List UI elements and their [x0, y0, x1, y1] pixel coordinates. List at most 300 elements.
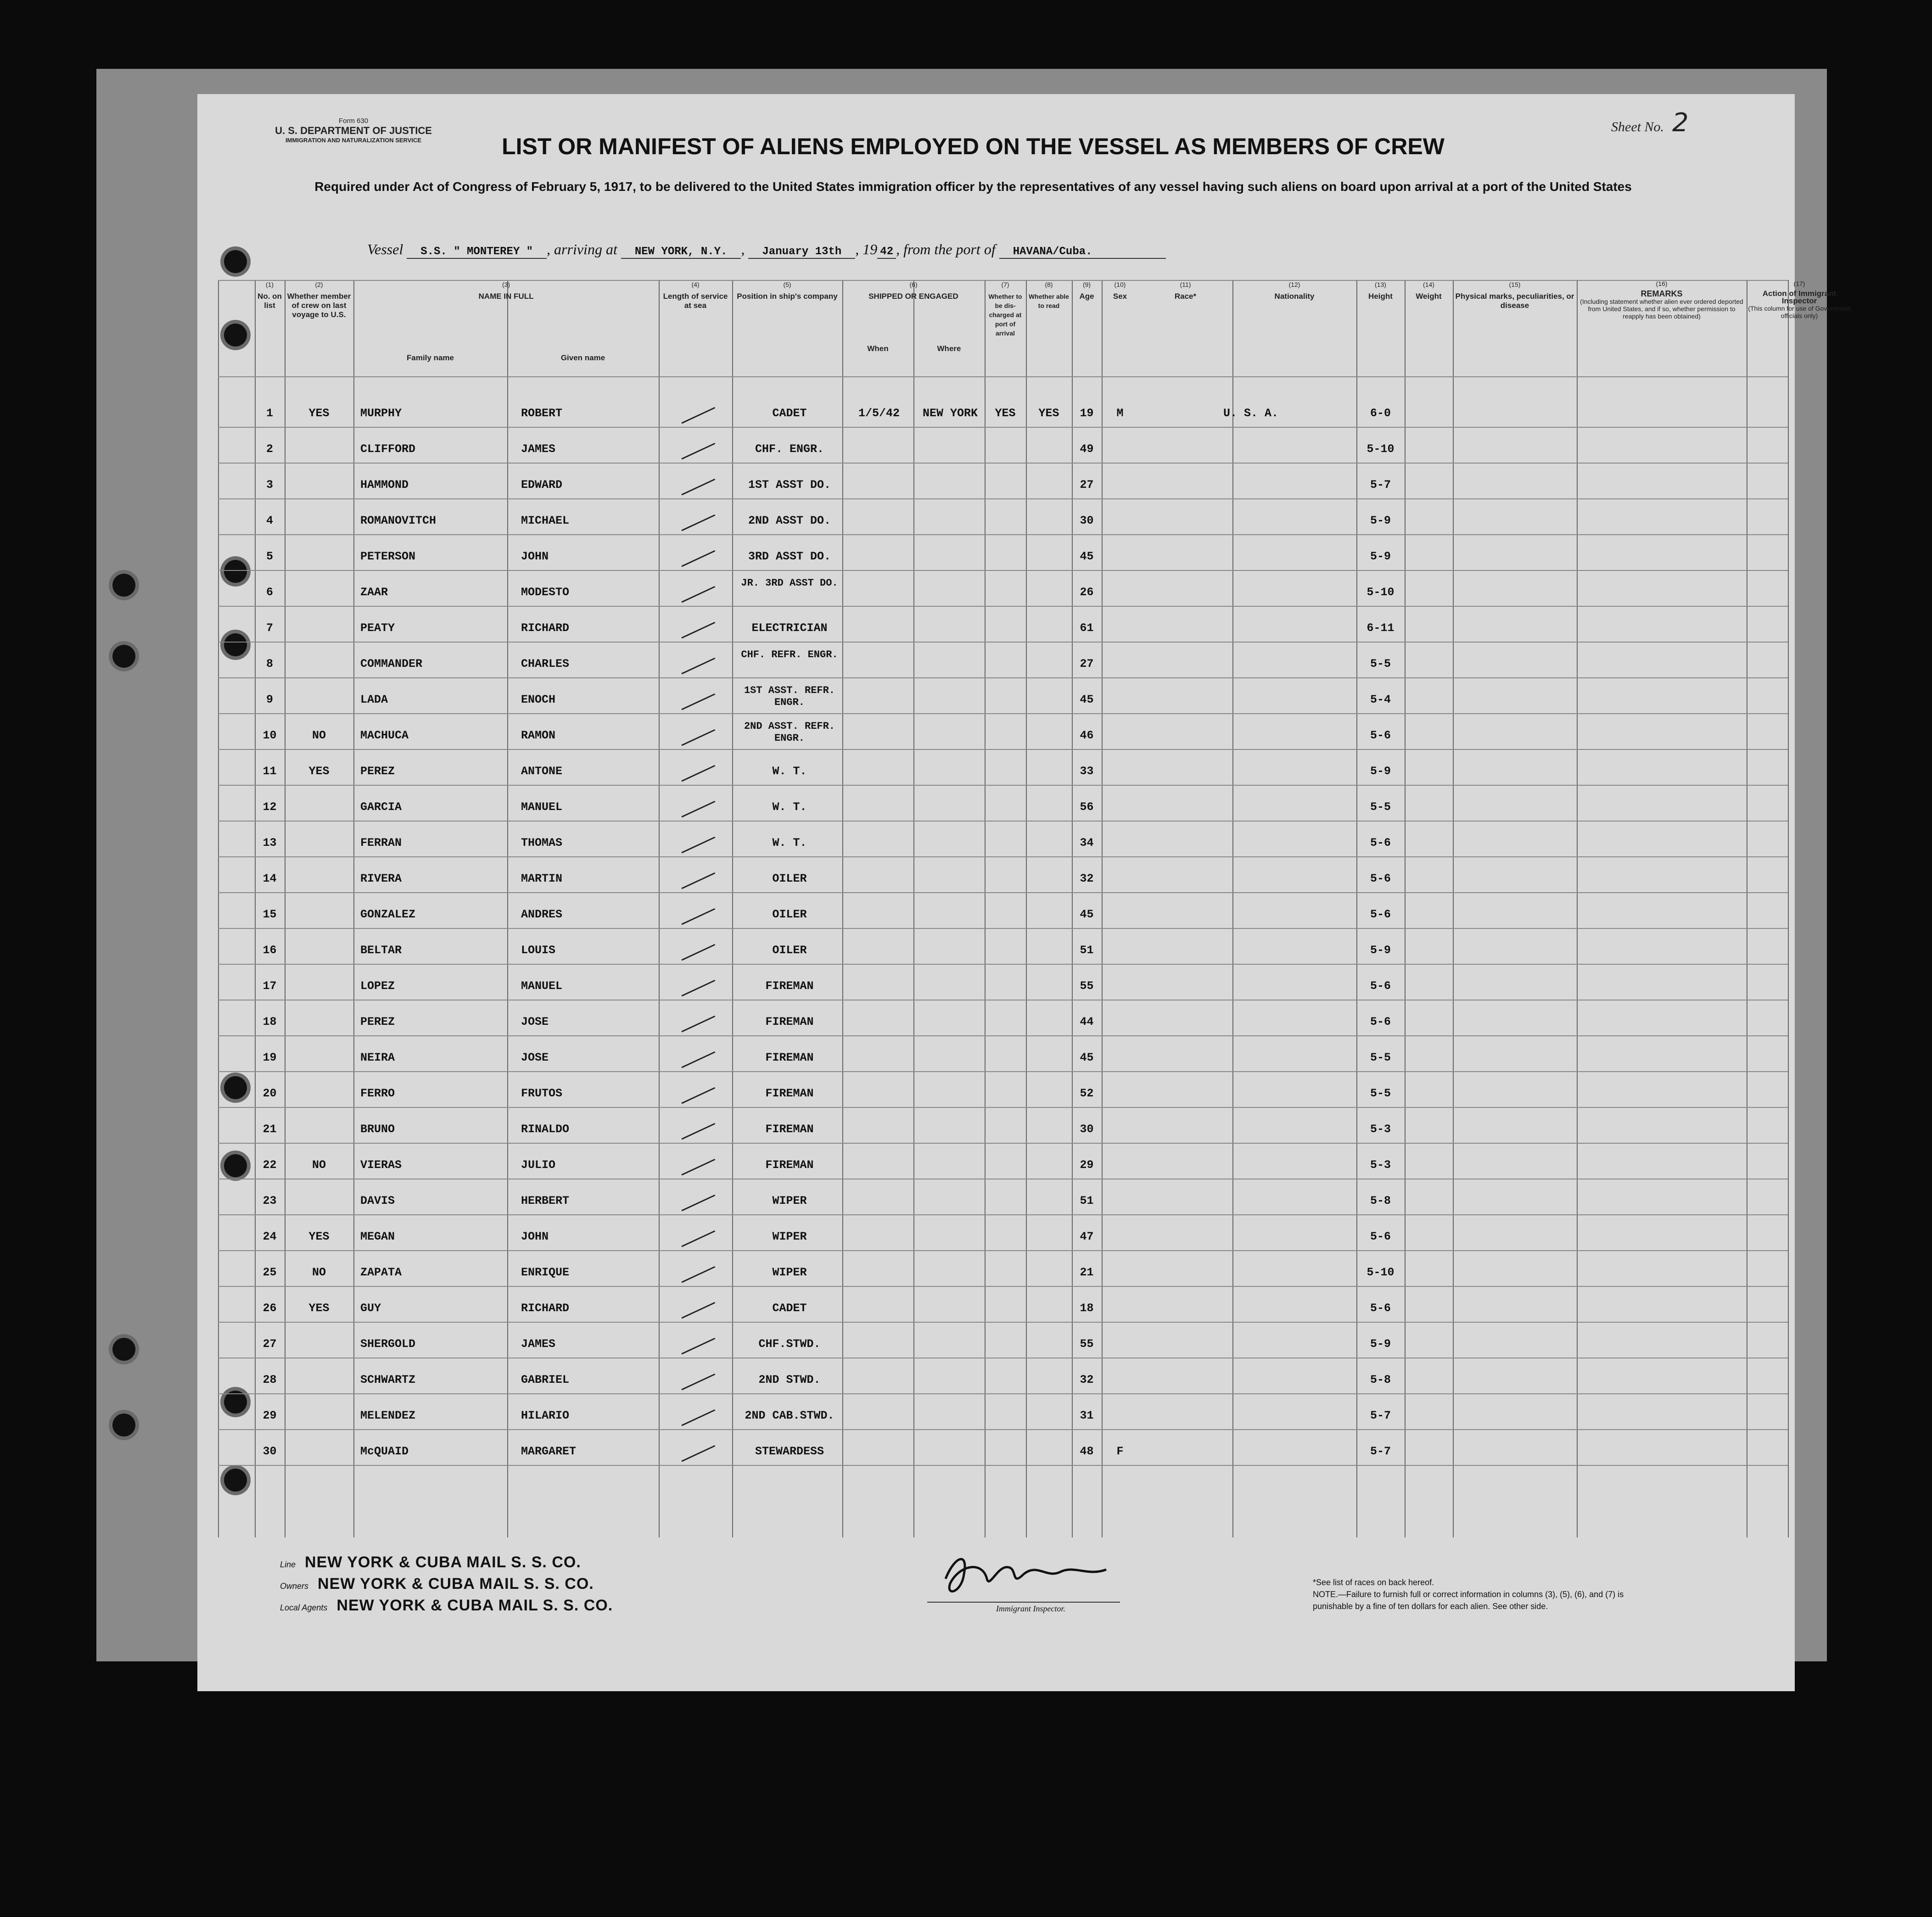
table-row — [218, 1325, 1788, 1361]
table-row — [218, 824, 1788, 860]
cell-given: HERBERT — [521, 1194, 570, 1207]
service-tick-mark — [676, 681, 715, 710]
binder-hole — [112, 645, 135, 668]
cell-age: 27 — [1080, 657, 1094, 671]
cell-given: MARTIN — [521, 872, 563, 885]
cell-age: 61 — [1080, 621, 1094, 635]
cell-family: PEREZ — [360, 1015, 395, 1028]
table-row — [218, 896, 1788, 932]
cell-age: 56 — [1080, 800, 1094, 814]
cell-given: ANTONE — [521, 765, 563, 778]
cell-position: W. T. — [772, 800, 807, 814]
cell-family: GARCIA — [360, 800, 402, 814]
table-row — [218, 645, 1788, 681]
footer-company-info — [280, 1554, 613, 1618]
cell-height: 5-9 — [1370, 514, 1391, 527]
header-no: (1) No. on list — [258, 281, 282, 310]
service-tick-mark — [676, 466, 715, 496]
service-tick-mark — [676, 1397, 715, 1426]
table-row — [218, 574, 1788, 609]
cell-given: CHARLES — [521, 657, 570, 671]
cell-position: W. T. — [772, 836, 807, 850]
cell-position: FIREMAN — [765, 979, 814, 993]
cell-height: 5-7 — [1370, 1445, 1391, 1458]
table-row — [218, 1146, 1788, 1182]
header-service-length: (4) Length of service at sea — [663, 281, 728, 310]
cell-position: WIPER — [772, 1194, 807, 1207]
header-height: (13) Height — [1368, 281, 1393, 301]
service-tick-mark — [676, 574, 715, 603]
departure-port: HAVANA/Cuba. — [999, 246, 1166, 259]
cell-voyage: YES — [308, 1230, 330, 1243]
header-discharged: (7) Whether to be dis-charged at port of arrival — [988, 281, 1022, 337]
table-row — [218, 788, 1788, 824]
binder-hole — [112, 1338, 135, 1361]
cell-no: 28 — [263, 1373, 277, 1386]
cell-no: 27 — [263, 1337, 277, 1351]
from-label: from the port of — [903, 241, 996, 257]
cell-position: WIPER — [772, 1266, 807, 1279]
table-row — [218, 717, 1788, 753]
cell-position: CHF.STWD. — [758, 1337, 821, 1351]
cell-position: 2ND ASST DO. — [748, 514, 831, 527]
cell-given: ROBERT — [521, 407, 563, 420]
cell-no: 14 — [263, 872, 277, 885]
sheet-value: 2 — [1672, 108, 1689, 138]
cell-no: 3 — [266, 478, 273, 492]
header-position: (5) Position in ship's company — [737, 281, 838, 301]
cell-voyage: NO — [312, 729, 326, 742]
cell-given: MANUEL — [521, 800, 563, 814]
cell-given: JOHN — [521, 550, 549, 563]
cell-age: 19 — [1080, 407, 1094, 420]
cell-voyage: NO — [312, 1158, 326, 1172]
cell-given: MARGARET — [521, 1445, 577, 1458]
inspector-signature — [927, 1547, 1120, 1603]
cell-no: 22 — [263, 1158, 277, 1172]
cell-family: SHERGOLD — [360, 1337, 416, 1351]
cell-given: THOMAS — [521, 836, 563, 850]
cell-age: 49 — [1080, 442, 1094, 456]
cell-given: RICHARD — [521, 1302, 570, 1315]
cell-family: COMMANDER — [360, 657, 423, 671]
cell-height: 5-3 — [1370, 1123, 1391, 1136]
cell-sex: F — [1116, 1445, 1124, 1458]
cell-family: LADA — [360, 693, 388, 706]
cell-given: MICHAEL — [521, 514, 570, 527]
cell-no: 5 — [266, 550, 273, 563]
cell-height: 5-6 — [1370, 729, 1391, 742]
cell-voyage: YES — [308, 765, 330, 778]
page-title: LIST OR MANIFEST OF ALIENS EMPLOYED ON THE VESSEL AS MEMBERS OF CREW — [502, 134, 1445, 159]
agents-value: NEW YORK & CUBA MAIL S. S. CO. — [336, 1597, 613, 1614]
cell-height: 5-6 — [1370, 1015, 1391, 1028]
cell-position: OILER — [772, 944, 807, 957]
table-row — [218, 1433, 1788, 1469]
cell-no: 8 — [266, 657, 273, 671]
cell-age: 30 — [1080, 514, 1094, 527]
cell-no: 7 — [266, 621, 273, 635]
cell-where: NEW YORK — [922, 407, 978, 420]
cell-given: FRUTOS — [521, 1087, 563, 1100]
table-row — [218, 395, 1788, 430]
cell-age: 26 — [1080, 586, 1094, 599]
header-when: When — [867, 344, 889, 353]
cell-no: 15 — [263, 908, 277, 921]
cell-given: JOHN — [521, 1230, 549, 1243]
table-row — [218, 681, 1788, 717]
cell-no: 6 — [266, 586, 273, 599]
sheet-label: Sheet No. — [1611, 119, 1664, 134]
cell-given: JULIO — [521, 1158, 556, 1172]
cell-no: 10 — [263, 729, 277, 742]
cell-no: 19 — [263, 1051, 277, 1064]
cell-family: SCHWARTZ — [360, 1373, 416, 1386]
service-tick-mark — [676, 896, 715, 925]
service-tick-mark — [676, 502, 715, 531]
service-tick-mark — [676, 1218, 715, 1247]
form-number: Form 630 — [338, 117, 369, 125]
cell-given: RAMON — [521, 729, 556, 742]
cell-height: 5-9 — [1370, 765, 1391, 778]
cell-age: 55 — [1080, 1337, 1094, 1351]
cell-no: 4 — [266, 514, 273, 527]
cell-height: 5-6 — [1370, 979, 1391, 993]
requirement-text: Required under Act of Congress of February 5, 1917, to be delivered to the United States immigration officer by the representatives of any vessel having such aliens on board upon arrival at a port of the United States — [314, 179, 1632, 194]
cell-no: 29 — [263, 1409, 277, 1422]
cell-height: 5-7 — [1370, 1409, 1391, 1422]
table-row — [218, 502, 1788, 538]
service-tick-mark — [676, 1361, 715, 1391]
cell-no: 25 — [263, 1266, 277, 1279]
cell-when: 1/5/42 — [858, 407, 900, 420]
races-note: *See list of races on back hereof. — [1313, 1578, 1434, 1587]
table-row — [218, 1111, 1788, 1146]
table-row — [218, 967, 1788, 1003]
cell-position: OILER — [772, 908, 807, 921]
cell-given: LOUIS — [521, 944, 556, 957]
cell-family: MEGAN — [360, 1230, 395, 1243]
cell-age: 32 — [1080, 872, 1094, 885]
cell-age: 32 — [1080, 1373, 1094, 1386]
cell-position: CHF. ENGR. — [755, 442, 824, 456]
cell-given: EDWARD — [521, 478, 563, 492]
cell-position: 2ND ASST. REFR. ENGR. — [744, 721, 835, 744]
cell-height: 5-10 — [1366, 586, 1394, 599]
cell-age: 33 — [1080, 765, 1094, 778]
cell-no: 12 — [263, 800, 277, 814]
cell-position: FIREMAN — [765, 1158, 814, 1172]
header-age: (9) Age — [1079, 281, 1094, 301]
service-tick-mark — [676, 1254, 715, 1283]
cell-no: 20 — [263, 1087, 277, 1100]
cell-family: PEREZ — [360, 765, 395, 778]
service-tick-mark — [676, 967, 715, 997]
cell-no: 17 — [263, 979, 277, 993]
department-name: U. S. DEPARTMENT OF JUSTICE — [275, 125, 432, 136]
cell-height: 5-9 — [1370, 550, 1391, 563]
cell-nationality: U. S. A. — [1223, 407, 1279, 420]
cell-no: 2 — [266, 442, 273, 456]
cell-family: GONZALEZ — [360, 908, 416, 921]
cell-position: 3RD ASST DO. — [748, 550, 831, 563]
cell-family: FERRAN — [360, 836, 402, 850]
cell-family: McQUAID — [360, 1445, 409, 1458]
table-row — [218, 538, 1788, 574]
cell-no: 13 — [263, 836, 277, 850]
cell-height: 5-9 — [1370, 944, 1391, 957]
table-row — [218, 1361, 1788, 1397]
cell-height: 5-5 — [1370, 1051, 1391, 1064]
cell-height: 5-6 — [1370, 908, 1391, 921]
header-family-name: Family name — [407, 353, 454, 362]
service-tick-mark — [676, 430, 715, 460]
cell-position: FIREMAN — [765, 1123, 814, 1136]
cell-given: JAMES — [521, 1337, 556, 1351]
table-row — [218, 466, 1788, 502]
cell-family: RIVERA — [360, 872, 402, 885]
cell-height: 5-5 — [1370, 657, 1391, 671]
cell-height: 5-8 — [1370, 1194, 1391, 1207]
cell-family: FERRO — [360, 1087, 395, 1100]
cell-height: 6-0 — [1370, 407, 1391, 420]
agents-row: Local Agents NEW YORK & CUBA MAIL S. S. CO. — [280, 1597, 613, 1614]
line-row: Line NEW YORK & CUBA MAIL S. S. CO. — [280, 1554, 581, 1571]
cell-family: CLIFFORD — [360, 442, 416, 456]
cell-age: 34 — [1080, 836, 1094, 850]
cell-position: 2ND STWD. — [758, 1373, 821, 1386]
cell-age: 48 — [1080, 1445, 1094, 1458]
header-read: (8) Whether able to read — [1029, 281, 1069, 309]
arrival-date: January 13th — [748, 246, 855, 259]
table-row — [218, 1254, 1788, 1290]
cell-discharged: YES — [995, 407, 1016, 420]
cell-family: BELTAR — [360, 944, 402, 957]
arrival-port: NEW YORK, N.Y. — [621, 246, 741, 259]
service-tick-mark — [676, 788, 715, 818]
cell-sex: M — [1116, 407, 1124, 420]
cell-height: 5-3 — [1370, 1158, 1391, 1172]
cell-given: JOSE — [521, 1051, 549, 1064]
cell-family: MACHUCA — [360, 729, 409, 742]
header-sex: (10) Sex — [1113, 281, 1127, 301]
cell-height: 5-7 — [1370, 478, 1391, 492]
cell-given: ENOCH — [521, 693, 556, 706]
header-race: (11) Race* — [1174, 281, 1197, 301]
cell-voyage: NO — [312, 1266, 326, 1279]
cell-given: ANDRES — [521, 908, 563, 921]
cell-family: HAMMOND — [360, 478, 409, 492]
service-tick-mark — [676, 717, 715, 746]
cell-age: 51 — [1080, 1194, 1094, 1207]
penalty-note: NOTE.—Failure to furnish full or correct information in columns (3), (5), (6), and (7) is punishable by a fine of ten dollars for each alien. See other side. — [1313, 1590, 1624, 1611]
arriving-label: arriving at — [554, 241, 617, 257]
cell-age: 29 — [1080, 1158, 1094, 1172]
header-given-name: Given name — [560, 353, 605, 362]
cell-no: 24 — [263, 1230, 277, 1243]
cell-no: 16 — [263, 944, 277, 957]
cell-position: FIREMAN — [765, 1087, 814, 1100]
cell-given: RINALDO — [521, 1123, 570, 1136]
header-name: (3) NAME IN FULL — [478, 281, 534, 301]
cell-position: CHF. REFR. ENGR. — [741, 649, 838, 660]
cell-age: 45 — [1080, 550, 1094, 563]
cell-family: ZAPATA — [360, 1266, 402, 1279]
cell-height: 5-6 — [1370, 836, 1391, 850]
table-row — [218, 932, 1788, 967]
crew-table — [218, 280, 1851, 1537]
cell-given: JAMES — [521, 442, 556, 456]
cell-height: 5-6 — [1370, 1230, 1391, 1243]
cell-voyage: YES — [308, 407, 330, 420]
cell-no: 21 — [263, 1123, 277, 1136]
vessel-name: S.S. " MONTEREY " — [407, 246, 547, 259]
year-suffix: 42 — [877, 246, 896, 259]
service-tick-mark — [676, 860, 715, 889]
service-tick-mark — [676, 1111, 715, 1140]
table-row — [218, 430, 1788, 466]
header-weight: (14) Weight — [1416, 281, 1442, 301]
cell-family: NEIRA — [360, 1051, 395, 1064]
cell-age: 30 — [1080, 1123, 1094, 1136]
cell-position: FIREMAN — [765, 1051, 814, 1064]
cell-height: 6-11 — [1366, 621, 1394, 635]
cell-no: 11 — [263, 765, 277, 778]
table-row — [218, 753, 1788, 788]
cell-height: 5-6 — [1370, 872, 1391, 885]
cell-position: W. T. — [772, 765, 807, 778]
cell-family: LOPEZ — [360, 979, 395, 993]
header-shipped: (6) SHIPPED OR ENGAGED — [868, 281, 958, 301]
header-remarks: (16) REMARKS (Including statement whether alien ever ordered deported from United States, and if so, whether permission to reapply has been obtained) — [1580, 280, 1743, 320]
cell-age: 18 — [1080, 1302, 1094, 1315]
cell-position: FIREMAN — [765, 1015, 814, 1028]
service-name: IMMIGRATION AND NATURALIZATION SERVICE — [285, 137, 422, 144]
cell-height: 5-4 — [1370, 693, 1391, 706]
cell-age: 47 — [1080, 1230, 1094, 1243]
cell-given: ENRIQUE — [521, 1266, 570, 1279]
owners-value: NEW YORK & CUBA MAIL S. S. CO. — [318, 1575, 594, 1593]
service-tick-mark — [676, 645, 715, 675]
cell-position: 1ST ASST. REFR. ENGR. — [744, 685, 835, 708]
cell-position: OILER — [772, 872, 807, 885]
cell-height: 5-9 — [1370, 1337, 1391, 1351]
service-tick-mark — [676, 1290, 715, 1319]
table-row — [218, 1290, 1788, 1325]
binder-hole — [224, 250, 247, 273]
cell-no: 1 — [266, 407, 273, 420]
owners-row: Owners NEW YORK & CUBA MAIL S. S. CO. — [280, 1575, 594, 1593]
table-row — [218, 609, 1788, 645]
cell-family: PEATY — [360, 621, 395, 635]
footer-notes — [1313, 1576, 1662, 1612]
cell-position: CADET — [772, 1302, 807, 1315]
header-physical-marks: (15) Physical marks, peculiarities, or disease — [1455, 281, 1574, 310]
cell-family: GUY — [360, 1302, 381, 1315]
cell-given: MANUEL — [521, 979, 563, 993]
service-tick-mark — [676, 824, 715, 854]
cell-age: 45 — [1080, 908, 1094, 921]
cell-no: 23 — [263, 1194, 277, 1207]
cell-family: ROMANOVITCH — [360, 514, 437, 527]
service-tick-mark — [676, 1182, 715, 1212]
voyage-line: Vessel S.S. " MONTEREY " , arriving at NEW YORK, N.Y. , January 13th , 19 42 , from the port of HAVANA/Cuba. — [367, 241, 1662, 259]
service-tick-mark — [676, 1075, 715, 1104]
cell-family: VIERAS — [360, 1158, 402, 1172]
cell-age: 31 — [1080, 1409, 1094, 1422]
cell-age: 55 — [1080, 979, 1094, 993]
service-tick-mark — [676, 1003, 715, 1033]
service-tick-mark — [676, 1146, 715, 1176]
binder-hole — [112, 574, 135, 597]
cell-height: 5-10 — [1366, 442, 1394, 456]
cell-age: 51 — [1080, 944, 1094, 957]
cell-height: 5-6 — [1370, 1302, 1391, 1315]
cell-position: 1ST ASST DO. — [748, 478, 831, 492]
header-where: Where — [937, 344, 961, 353]
service-tick-mark — [676, 1433, 715, 1462]
cell-given: MODESTO — [521, 586, 570, 599]
cell-height: 5-10 — [1366, 1266, 1394, 1279]
cell-given: GABRIEL — [521, 1373, 570, 1386]
binder-hole — [112, 1414, 135, 1436]
cell-position: WIPER — [772, 1230, 807, 1243]
table-row — [218, 1397, 1788, 1433]
cell-height: 5-5 — [1370, 800, 1391, 814]
header-nationality: (12) Nationality — [1274, 281, 1315, 301]
cell-read: YES — [1038, 407, 1059, 420]
table-row — [218, 860, 1788, 896]
inspector-label: Immigrant Inspector. — [996, 1604, 1065, 1613]
service-tick-mark — [676, 538, 715, 567]
cell-age: 27 — [1080, 478, 1094, 492]
cell-position: 2ND CAB.STWD. — [745, 1409, 834, 1422]
cell-family: MELENDEZ — [360, 1409, 416, 1422]
cell-age: 52 — [1080, 1087, 1094, 1100]
cell-given: JOSE — [521, 1015, 549, 1028]
vessel-label: Vessel — [367, 241, 403, 257]
cell-position: JR. 3RD ASST DO. — [741, 577, 838, 589]
service-tick-mark — [676, 1325, 715, 1355]
cell-given: HILARIO — [521, 1409, 570, 1422]
cell-height: 5-8 — [1370, 1373, 1391, 1386]
service-tick-mark — [676, 1039, 715, 1068]
cell-no: 18 — [263, 1015, 277, 1028]
cell-family: PETERSON — [360, 550, 416, 563]
cell-age: 46 — [1080, 729, 1094, 742]
cell-voyage: YES — [308, 1302, 330, 1315]
cell-position: STEWARDESS — [755, 1445, 824, 1458]
cell-no: 26 — [263, 1302, 277, 1315]
header-inspector-action: (17) Action of Immigrant Inspector (This column for use of Government officials only) — [1748, 280, 1851, 319]
cell-family: ZAAR — [360, 586, 388, 599]
cell-family: DAVIS — [360, 1194, 395, 1207]
cell-family: BRUNO — [360, 1123, 395, 1136]
table-row — [218, 1075, 1788, 1111]
service-tick-mark — [676, 753, 715, 782]
cell-no: 30 — [263, 1445, 277, 1458]
cell-position: ELECTRICIAN — [751, 621, 828, 635]
cell-position: CADET — [772, 407, 807, 420]
year-prefix: 19 — [862, 241, 878, 257]
table-row — [218, 1039, 1788, 1075]
cell-given: RICHARD — [521, 621, 570, 635]
cell-age: 44 — [1080, 1015, 1094, 1028]
cell-no: 9 — [266, 693, 273, 706]
cell-height: 5-5 — [1370, 1087, 1391, 1100]
service-tick-mark — [676, 609, 715, 639]
table-row — [218, 1218, 1788, 1254]
